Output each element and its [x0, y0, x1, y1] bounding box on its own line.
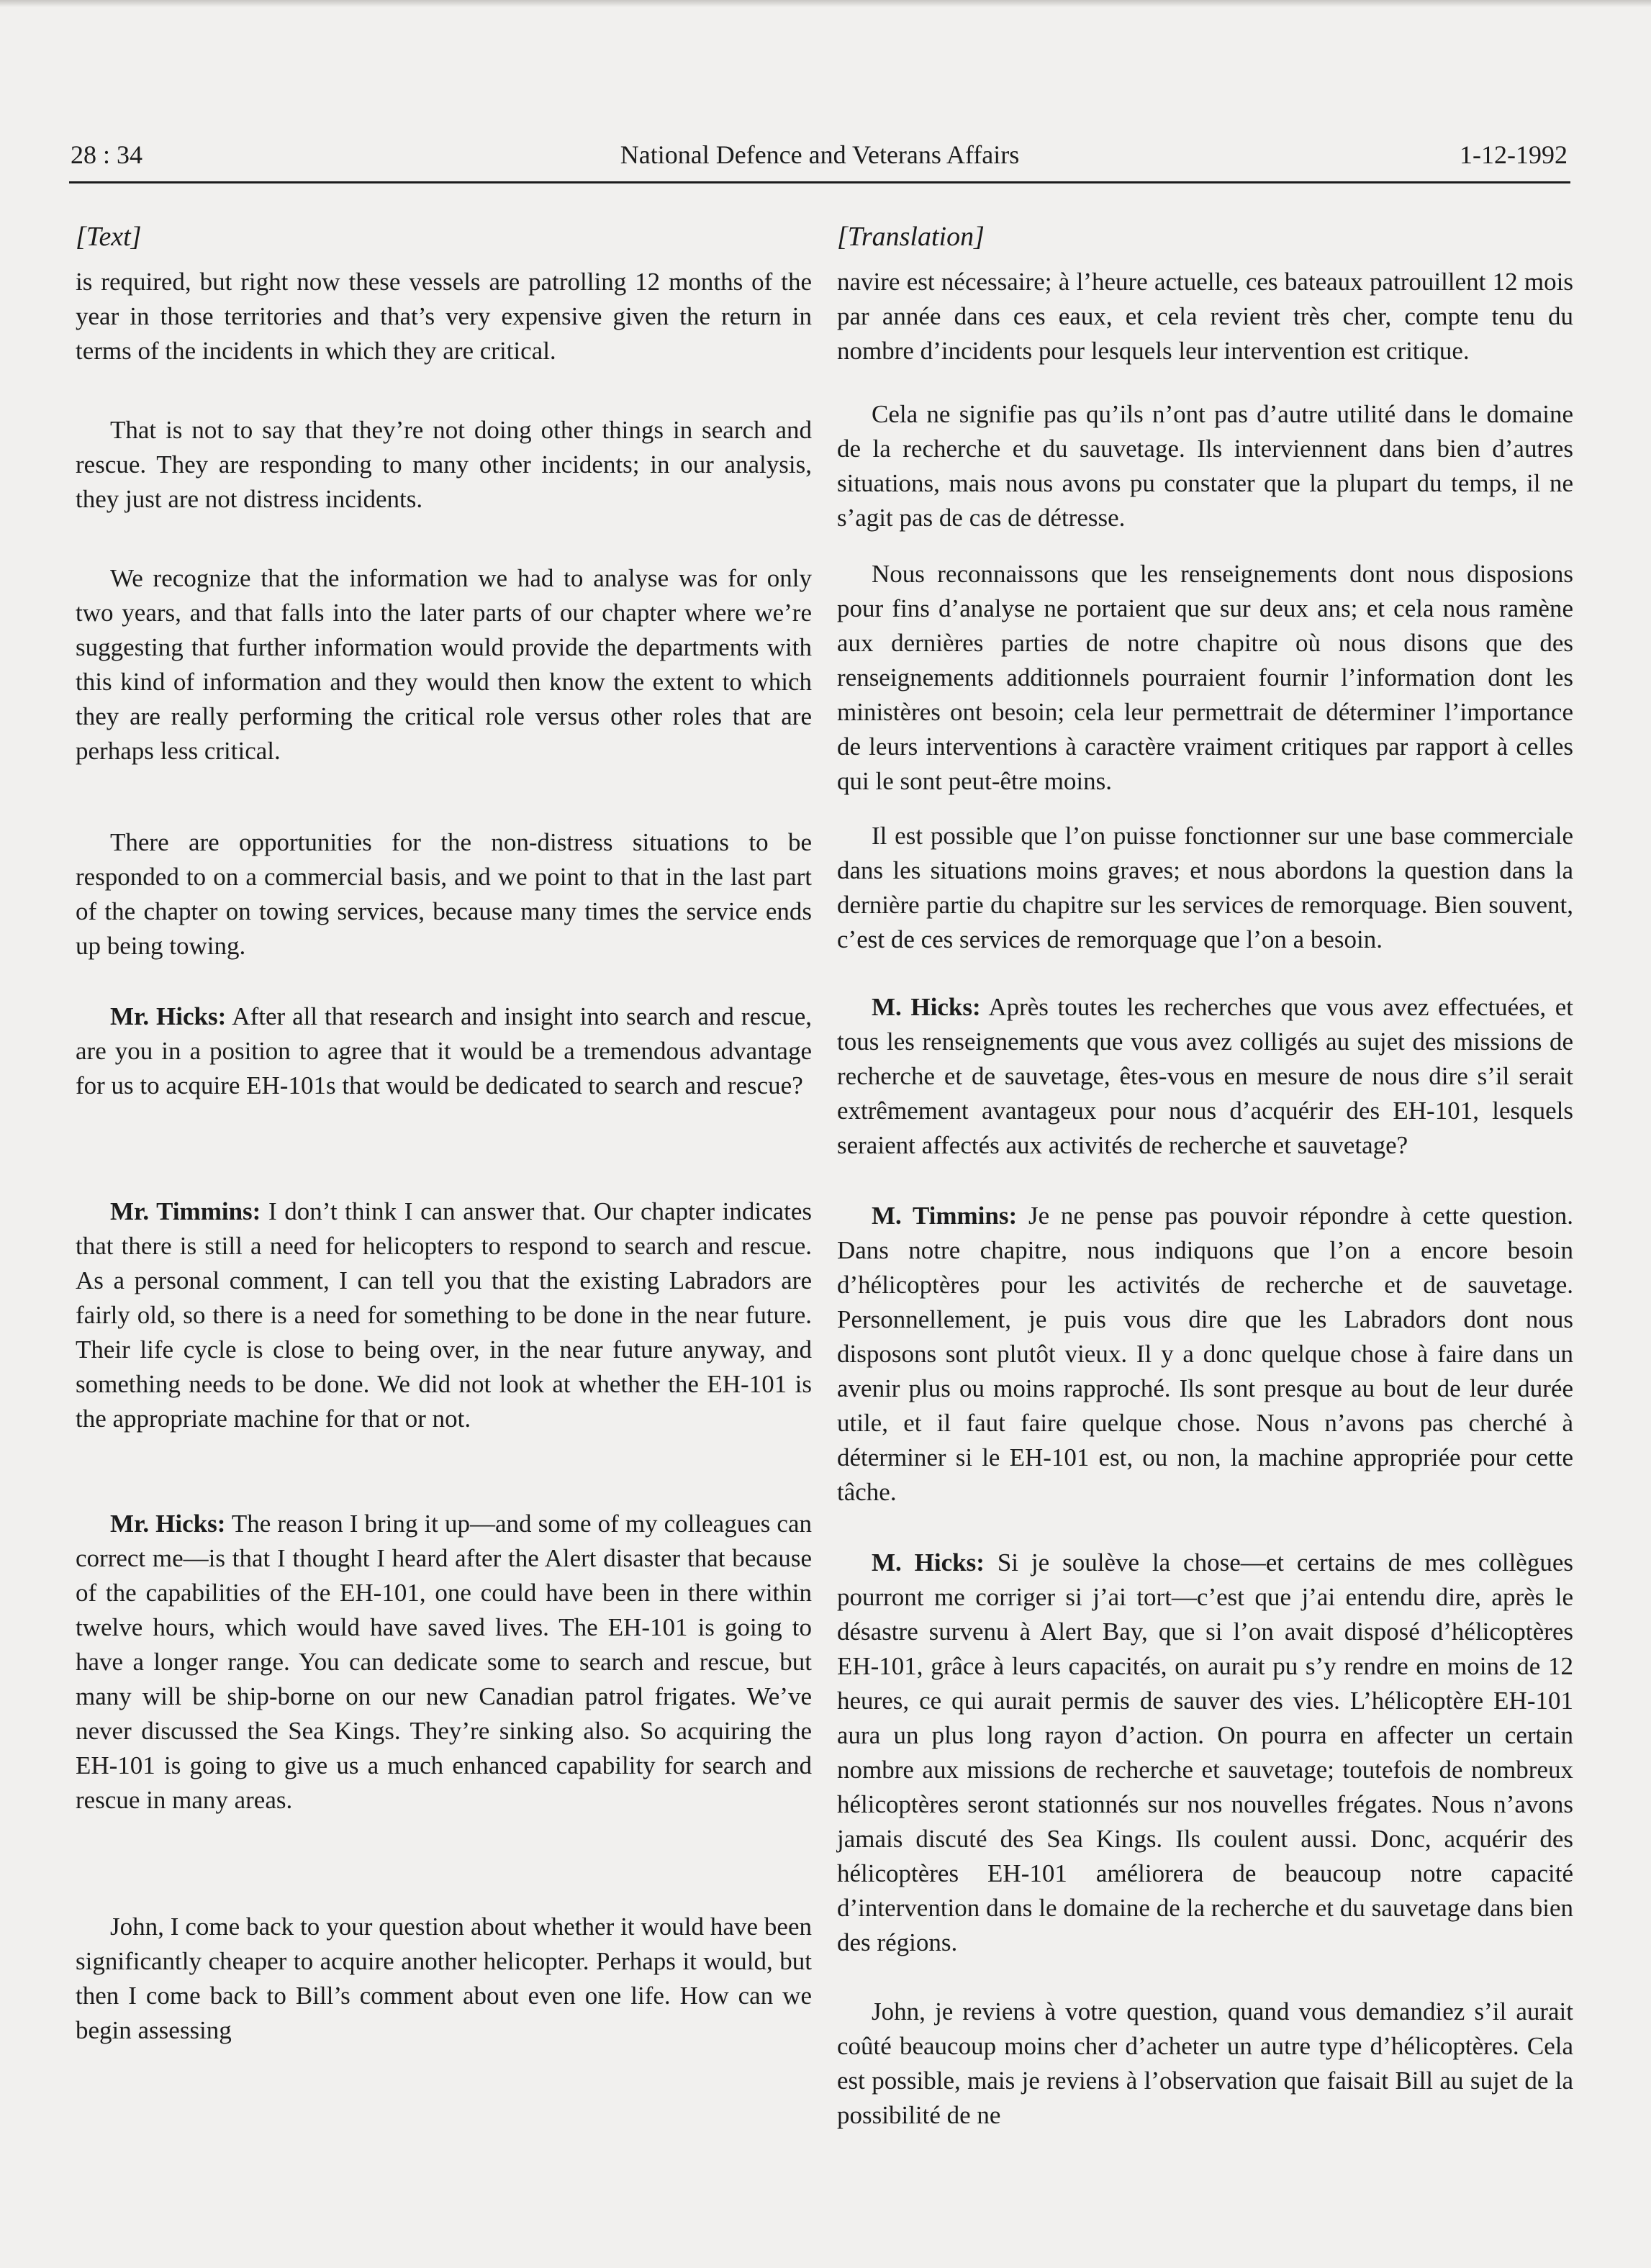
speaker-name: Mr. Hicks:: [110, 1510, 226, 1538]
paragraph: [837, 1546, 1573, 1960]
column-label: [Text]: [76, 222, 142, 252]
page-header: [69, 134, 1570, 183]
paragraph: [76, 1507, 812, 1818]
paragraph: [76, 999, 812, 1103]
paragraph-text: That is not to say that they’re not doing other things in search and rescue. They are responding to many other incidents; in our analysis, they just are not distress incidents.: [76, 416, 812, 513]
speaker-name: Mr. Hicks:: [110, 1002, 227, 1030]
paragraph: [76, 1194, 812, 1436]
paragraph-text: is required, but right now these vessels are patrolling 12 months of the year in those territories and that’s very expensive given the return in terms of the incidents in which they are critical.: [76, 268, 812, 365]
paragraph-text: After all that research and insight into search and rescue, are you in a position to agree that it would be a tremendous advantage for us to acquire EH-101s that would be dedicated to search and rescue?: [76, 1002, 812, 1099]
paragraph: [76, 265, 812, 368]
paragraph-text: Je ne pense pas pouvoir répondre à cette question. Dans notre chapitre, nous indiquons que l’on a encore besoin d’hélicoptères pour les activités de recherche et de sauvetage. Personnellement, je puis vous dire que les Labradors dont nous disposons sont plutôt vieux. Il y a donc quelque chose à faire dans un avenir plus ou moins rapproché. Ils sont presque au bout de leur durée utile, et il faut faire quelque chose. Nous n’avons pas cherché à déterminer si le EH-101 est, ou non, la machine appropriée pour cette tâche.: [837, 1202, 1573, 1506]
page-number: 28 : 34: [71, 140, 143, 169]
page-title: National Defence and Veterans Affairs: [620, 140, 1020, 169]
paragraph-text: Après toutes les recherches que vous avez effectuées, et tous les renseignements que vous avez colligés au sujet des missions de recherche et de sauvetage, êtes-vous en mesure de nous dire s’il serait extrêmement avantageux pour nous d’acquérir des EH-101, lesquels seraient affectés aux activités de recherche et sauvetage?: [837, 993, 1573, 1159]
paragraph: [76, 561, 812, 768]
paragraph: [76, 1910, 812, 2048]
paragraph-text: Cela ne signifie pas qu’ils n’ont pas d’autre utilité dans le domaine de la recherche et du sauvetage. Ils interviennent dans bien d’autres situations, mais nous avons pu constater que la plupart du temps, il ne s’agit pas de cas de détresse.: [837, 400, 1573, 532]
paragraph-text: John, I come back to your question about whether it would have been significantly cheaper to acquire another helicopter. Perhaps it would, but then I come back to Bill’s comment about even one life. How can we begin assessing: [76, 1913, 812, 2044]
paragraph: [837, 1199, 1573, 1510]
paragraph-text: Il est possible que l’on puisse fonctionner sur une base commerciale dans les situations moins graves; et nous abordons la question dans la dernière partie du chapitre sur les services de remorquage. Bien souvent, c’est de ces services de remorquage que l’on a besoin.: [837, 822, 1573, 953]
french-column: [837, 219, 1573, 2133]
speaker-name: M. Hicks:: [872, 1548, 985, 1577]
paragraph-text: Si je soulève la chose—et certains de mes collègues pourront me corriger si j’ai tort—c’est que j’ai entendu dire, après le désastre survenu à Alert Bay, que si l’on avait disposé d’hélicoptères EH-101, grâce à leurs capacités, on aurait pu s’y rendre en moins de 12 heures, ce qui aurait permis de sauver des vies. L’hélicoptère EH-101 aura un plus long rayon d’action. On pourra en affecter un certain nombre aux missions de recherche et sauvetage; toutefois de nombreux hélicoptères seront stationnés sur nos nouvelles frégates. Nous n’avons jamais discuté des Sea Kings. Ils coulent aussi. Donc, acquérir des hélicoptères EH-101 améliorera de beaucoup notre capacité d’intervention dans le domaine de la recherche et du sauvetage dans bien des régions.: [837, 1548, 1574, 1956]
paragraph-text: navire est nécessaire; à l’heure actuelle, ces bateaux patrouillent 12 mois par année dans ces eaux, et cela revient très cher, compte tenu du nombre d’incidents pour lesquels leur intervention est critique.: [837, 268, 1573, 365]
scan-edge-shadow: [0, 0, 1651, 7]
paragraph: [837, 1995, 1573, 2133]
column-label: [Translation]: [837, 222, 985, 252]
paragraph: [76, 825, 812, 963]
paragraph: [837, 557, 1573, 799]
paragraph: [76, 413, 812, 517]
page-date: 1-12-1992: [1460, 140, 1568, 169]
paragraph: [837, 819, 1573, 957]
speaker-name: Mr. Timmins:: [110, 1197, 261, 1225]
speaker-name: M. Timmins:: [872, 1202, 1018, 1230]
paragraph-text: John, je reviens à votre question, quand vous demandiez s’il aurait coûté beaucoup moins cher d’acheter un autre type d’hélicoptères. Cela est possible, mais je reviens à l’observation que faisait Bill au sujet de la possibilité de ne: [837, 1997, 1573, 2129]
paragraph-text: I don’t think I can answer that. Our chapter indicates that there is still a need for helicopters to respond to search and rescue. As a personal comment, I can tell you that the existing Labradors are fairly old, so there is a need for something to be done in the near future. Their life cycle is close to being over, in the near future anyway, and something needs to be done. We did not look at whether the EH-101 is the appropriate machine for that or not.: [76, 1197, 813, 1433]
english-column: [76, 219, 812, 2048]
speaker-name: M. Hicks:: [872, 993, 981, 1021]
column-label-text: Translation: [847, 222, 974, 252]
paragraph-text: We recognize that the information we had to analyse was for only two years, and that falls into the later parts of our chapter where we’re suggesting that further information would provide the departments with this kind of information and they would then know the extent to which they are really performing the critical role versus other roles that are perhaps less critical.: [76, 564, 812, 765]
paragraph-text: There are opportunities for the non-distress situations to be responded to on a commercial basis, and we point to that in the last part of the chapter on towing services, because many times the service ends up being towing.: [76, 828, 812, 960]
column-label-text: Text: [86, 222, 131, 252]
paragraph-text: The reason I bring it up—and some of my colleagues can correct me—is that I thought I heard after the Alert disaster that because of the capabilities of the EH-101, one could have been in there within twelve hours, which would have saved lives. The EH-101 is going to have a longer range. You can dedicate some to search and rescue, but many will be ship-borne on our new Canadian patrol frigates. We’ve never discussed the Sea Kings. They’re sinking also. So acquiring the EH-101 is going to give us a much enhanced capability for search and rescue in many areas.: [76, 1510, 812, 1814]
paragraph-text: Nous reconnaissons que les renseignements dont nous disposions pour fins d’analyse ne portaient que sur deux ans; et cela nous ramène aux dernières parties de notre chapitre où nous disons que des renseignements additionnels pourraient fournir l’information dont les ministères ont besoin; cela leur permettrait de déterminer l’importance de leurs interventions à caractère vraiment critiques par rapport à celles qui le sont peut-être moins.: [837, 560, 1573, 795]
paragraph: [837, 990, 1573, 1163]
paragraph: [837, 397, 1573, 535]
paragraph: [837, 265, 1573, 368]
